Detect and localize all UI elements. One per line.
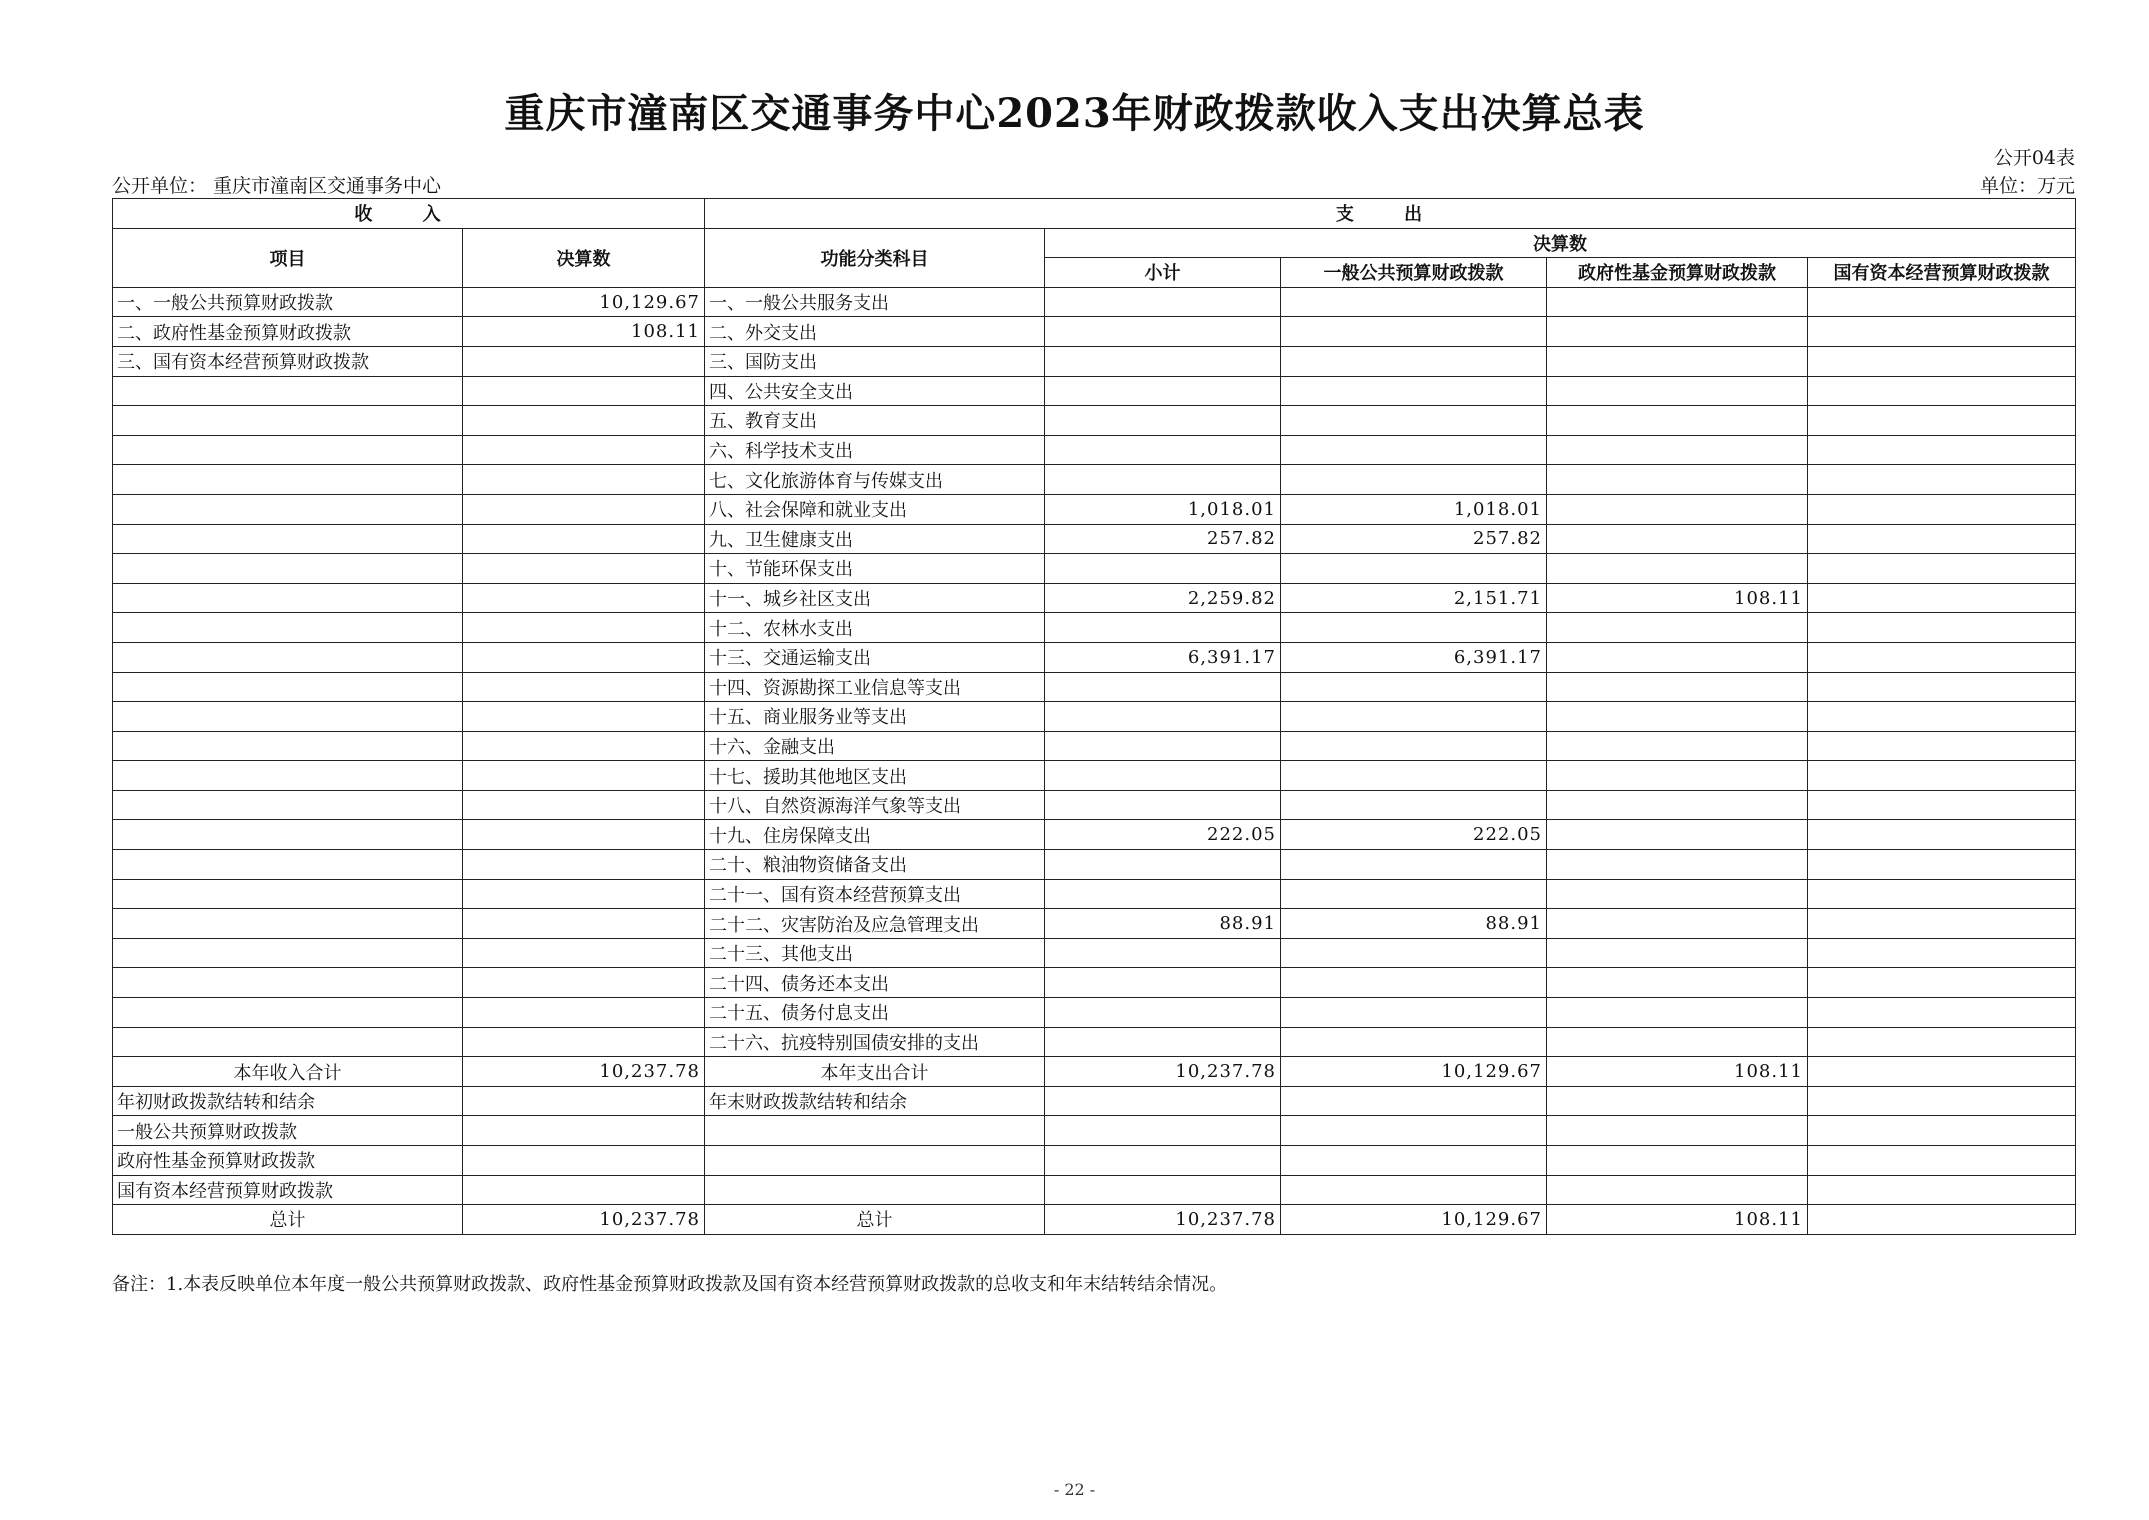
general-budget-cell — [1281, 1086, 1547, 1116]
income-item-cell — [113, 465, 463, 495]
income-amount-cell: 108.11 — [463, 317, 705, 347]
gov-fund-cell — [1547, 1175, 1808, 1205]
subtotal-cell — [1045, 1146, 1281, 1176]
state-capital-cell — [1808, 1027, 2076, 1057]
general-budget-cell: 6,391.17 — [1281, 642, 1547, 672]
state-capital-cell — [1808, 642, 2076, 672]
expense-item-cell: 十七、援助其他地区支出 — [705, 761, 1045, 791]
general-budget-cell — [1281, 465, 1547, 495]
income-item-cell — [113, 790, 463, 820]
footnote: 备注：1.本表反映单位本年度一般公共预算财政拨款、政府性基金预算财政拨款及国有资本经营预算财政拨款的总收支和年末结转结余情况。 — [112, 1274, 1228, 1295]
income-item-cell — [113, 435, 463, 465]
income-amount-cell — [463, 938, 705, 968]
income-amount-cell — [463, 820, 705, 850]
state-capital-cell — [1808, 938, 2076, 968]
gov-fund-cell — [1547, 968, 1808, 998]
income-amount-cell — [463, 702, 705, 732]
general-budget-cell: 10,129.67 — [1281, 1057, 1547, 1087]
table-row — [113, 879, 2076, 909]
expense-item-cell — [705, 1175, 1045, 1205]
expense-item-cell: 十三、交通运输支出 — [705, 642, 1045, 672]
gov-fund-cell — [1547, 790, 1808, 820]
subtotal-cell: 10,237.78 — [1045, 1057, 1281, 1087]
subtotal-cell — [1045, 998, 1281, 1028]
expense-item-cell: 二十四、债务还本支出 — [705, 968, 1045, 998]
income-amount-cell — [463, 524, 705, 554]
carryover-row — [113, 1175, 2076, 1205]
page-number: - 22 - — [1053, 1480, 1096, 1499]
state-capital-cell — [1808, 1175, 2076, 1205]
state-capital-cell — [1808, 968, 2076, 998]
gov-fund-cell — [1547, 317, 1808, 347]
expense-item-cell: 七、文化旅游体育与传媒支出 — [705, 465, 1045, 495]
income-amount-cell — [463, 613, 705, 643]
gov-fund-cell — [1547, 938, 1808, 968]
expense-item-cell: 二十一、国有资本经营预算支出 — [705, 879, 1045, 909]
subtotal-cell: 88.91 — [1045, 909, 1281, 939]
general-budget-cell — [1281, 1146, 1547, 1176]
subtotal-cell — [1045, 465, 1281, 495]
state-capital-cell — [1808, 554, 2076, 584]
expense-item-cell: 二、外交支出 — [705, 317, 1045, 347]
table-row — [113, 524, 2076, 554]
currency-unit: 单位：万元 — [1979, 175, 2075, 197]
income-amount-cell — [463, 1086, 705, 1116]
gov-fund-cell: 108.11 — [1547, 1057, 1808, 1087]
general-budget-cell — [1281, 287, 1547, 317]
subtotal-cell — [1045, 672, 1281, 702]
state-capital-cell — [1808, 465, 2076, 495]
expense-item-cell: 二十三、其他支出 — [705, 938, 1045, 968]
subtotal-cell: 6,391.17 — [1045, 642, 1281, 672]
general-budget-cell — [1281, 790, 1547, 820]
gov-fund-cell — [1547, 850, 1808, 880]
table-row — [113, 465, 2076, 495]
income-item-cell: 三、国有资本经营预算财政拨款 — [113, 346, 463, 376]
table-row — [113, 938, 2076, 968]
income-item-cell — [113, 554, 463, 584]
func-class-header: 功能分类科目 — [705, 228, 1045, 287]
income-amount-cell — [463, 1146, 705, 1176]
table-row — [113, 731, 2076, 761]
expense-item-cell: 二十五、债务付息支出 — [705, 998, 1045, 1028]
general-budget-cell: 88.91 — [1281, 909, 1547, 939]
state-capital-cell — [1808, 317, 2076, 347]
income-amount-cell — [463, 879, 705, 909]
table-row — [113, 790, 2076, 820]
general-budget-cell — [1281, 968, 1547, 998]
gov-fund-cell — [1547, 998, 1808, 1028]
subtotal-cell — [1045, 1175, 1281, 1205]
expense-item-cell: 十九、住房保障支出 — [705, 820, 1045, 850]
gov-fund-cell — [1547, 879, 1808, 909]
subtotal-cell — [1045, 554, 1281, 584]
subtotal-cell — [1045, 879, 1281, 909]
table-row — [113, 968, 2076, 998]
income-item-cell — [113, 820, 463, 850]
state-capital-cell — [1808, 702, 2076, 732]
income-item-cell: 国有资本经营预算财政拨款 — [113, 1175, 463, 1205]
state-capital-cell — [1808, 850, 2076, 880]
carryover-row — [113, 1146, 2076, 1176]
subtotal-cell — [1045, 317, 1281, 347]
state-capital-cell — [1808, 761, 2076, 791]
gov-fund-cell: 108.11 — [1547, 583, 1808, 613]
page-title: 重庆市潼南区交通事务中心2023年财政拨款收入支出决算总表 — [504, 90, 1645, 137]
subtotal-cell: 2,259.82 — [1045, 583, 1281, 613]
table-row — [113, 850, 2076, 880]
subtotal-cell — [1045, 968, 1281, 998]
general-budget-cell — [1281, 346, 1547, 376]
income-item-cell — [113, 968, 463, 998]
expense-item-cell: 十一、城乡社区支出 — [705, 583, 1045, 613]
general-budget-cell — [1281, 406, 1547, 436]
income-item-cell — [113, 879, 463, 909]
income-item-cell — [113, 583, 463, 613]
income-item-cell — [113, 998, 463, 1028]
gov-fund-cell — [1547, 376, 1808, 406]
income-item-cell: 总计 — [113, 1205, 463, 1235]
general-budget-cell — [1281, 938, 1547, 968]
expense-item-cell: 本年支出合计 — [705, 1057, 1045, 1087]
subtotal-cell — [1045, 1116, 1281, 1146]
expense-item-cell — [705, 1146, 1045, 1176]
gov-fund-cell — [1547, 642, 1808, 672]
gov-fund-cell — [1547, 494, 1808, 524]
general-budget-cell: 2,151.71 — [1281, 583, 1547, 613]
expense-item-cell: 六、科学技术支出 — [705, 435, 1045, 465]
gov-fund-cell — [1547, 435, 1808, 465]
general-budget-cell — [1281, 731, 1547, 761]
subtotal-cell — [1045, 376, 1281, 406]
income-item-cell — [113, 524, 463, 554]
general-budget-cell: 257.82 — [1281, 524, 1547, 554]
subtotal-cell: 257.82 — [1045, 524, 1281, 554]
income-header: 收 入 — [113, 199, 705, 229]
table-row — [113, 406, 2076, 436]
income-item-cell — [113, 1027, 463, 1057]
expense-item-cell: 十六、金融支出 — [705, 731, 1045, 761]
gov-fund-cell — [1547, 287, 1808, 317]
income-amount-cell — [463, 435, 705, 465]
income-item-cell — [113, 850, 463, 880]
item-header: 项目 — [113, 228, 463, 287]
state-capital-cell — [1808, 376, 2076, 406]
expense-item-cell: 五、教育支出 — [705, 406, 1045, 436]
income-item-cell — [113, 672, 463, 702]
income-item-cell — [113, 494, 463, 524]
table-row — [113, 287, 2076, 317]
general-budget-cell: 222.05 — [1281, 820, 1547, 850]
expense-item-cell: 二十、粮油物资储备支出 — [705, 850, 1045, 880]
state-capital-cell — [1808, 998, 2076, 1028]
subtotal-cell — [1045, 287, 1281, 317]
subtotal-cell — [1045, 731, 1281, 761]
expense-item-cell: 年末财政拨款结转和结余 — [705, 1086, 1045, 1116]
reporting-unit: 公开单位： 重庆市潼南区交通事务中心 — [112, 175, 442, 197]
income-amount-cell — [463, 790, 705, 820]
table-row — [113, 435, 2076, 465]
subtotal-cell: 222.05 — [1045, 820, 1281, 850]
table-row — [113, 672, 2076, 702]
gov-fund-cell — [1547, 761, 1808, 791]
state-capital-cell — [1808, 820, 2076, 850]
gov-fund-cell — [1547, 1116, 1808, 1146]
income-item-cell — [113, 938, 463, 968]
subtotal-cell: 10,237.78 — [1045, 1205, 1281, 1235]
income-item-cell — [113, 613, 463, 643]
gov-fund-header: 政府性基金预算财政拨款 — [1547, 258, 1808, 288]
income-amount-cell: 10,237.78 — [463, 1057, 705, 1087]
expense-item-cell: 三、国防支出 — [705, 346, 1045, 376]
income-amount-cell — [463, 346, 705, 376]
subtotal-cell — [1045, 406, 1281, 436]
gov-fund-cell — [1547, 1027, 1808, 1057]
income-amount-cell — [463, 731, 705, 761]
table-row — [113, 1027, 2076, 1057]
gov-fund-cell: 108.11 — [1547, 1205, 1808, 1235]
income-amount-cell — [463, 761, 705, 791]
general-budget-cell — [1281, 613, 1547, 643]
state-capital-cell — [1808, 909, 2076, 939]
table-row — [113, 613, 2076, 643]
general-budget-cell — [1281, 879, 1547, 909]
carryover-row — [113, 1116, 2076, 1146]
gov-fund-cell — [1547, 672, 1808, 702]
income-amount-cell — [463, 909, 705, 939]
table-row — [113, 317, 2076, 347]
gov-fund-cell — [1547, 346, 1808, 376]
state-capital-cell — [1808, 613, 2076, 643]
general-budget-cell — [1281, 1116, 1547, 1146]
income-item-cell — [113, 406, 463, 436]
income-item-cell — [113, 909, 463, 939]
subtotal-cell — [1045, 850, 1281, 880]
general-budget-cell — [1281, 672, 1547, 702]
income-amount-cell — [463, 494, 705, 524]
grand-total-row — [113, 1205, 2076, 1235]
gov-fund-cell — [1547, 702, 1808, 732]
income-amount-cell: 10,129.67 — [463, 287, 705, 317]
subtotal-cell — [1045, 938, 1281, 968]
gov-fund-cell — [1547, 524, 1808, 554]
general-budget-cell — [1281, 1175, 1547, 1205]
general-budget-cell: 1,018.01 — [1281, 494, 1547, 524]
gov-fund-cell — [1547, 820, 1808, 850]
subtotal-cell — [1045, 702, 1281, 732]
state-capital-cell — [1808, 406, 2076, 436]
income-amount-cell — [463, 554, 705, 584]
expense-item-cell: 八、社会保障和就业支出 — [705, 494, 1045, 524]
income-item-cell — [113, 702, 463, 732]
general-budget-cell — [1281, 554, 1547, 584]
expense-item-cell: 十二、农林水支出 — [705, 613, 1045, 643]
income-item-cell — [113, 376, 463, 406]
state-capital-cell — [1808, 1086, 2076, 1116]
final-header: 决算数 — [1045, 228, 2076, 258]
state-capital-header: 国有资本经营预算财政拨款 — [1808, 258, 2076, 288]
subtotal-cell — [1045, 613, 1281, 643]
state-capital-cell — [1808, 790, 2076, 820]
income-item-cell: 二、政府性基金预算财政拨款 — [113, 317, 463, 347]
table-row — [113, 346, 2076, 376]
subtotal-cell — [1045, 790, 1281, 820]
gov-fund-cell — [1547, 613, 1808, 643]
expense-item-cell: 十八、自然资源海洋气象等支出 — [705, 790, 1045, 820]
state-capital-cell — [1808, 672, 2076, 702]
table-row — [113, 820, 2076, 850]
expense-item-cell: 四、公共安全支出 — [705, 376, 1045, 406]
income-item-cell: 一般公共预算财政拨款 — [113, 1116, 463, 1146]
general-budget-cell — [1281, 435, 1547, 465]
general-budget-cell — [1281, 1027, 1547, 1057]
table-row — [113, 909, 2076, 939]
income-amount-cell — [463, 672, 705, 702]
table-row — [113, 998, 2076, 1028]
income-amount-cell — [463, 850, 705, 880]
state-capital-cell — [1808, 1057, 2076, 1087]
general-header: 一般公共预算财政拨款 — [1281, 258, 1547, 288]
income-amount-cell — [463, 406, 705, 436]
general-budget-cell — [1281, 761, 1547, 791]
state-capital-cell — [1808, 524, 2076, 554]
income-item-cell — [113, 731, 463, 761]
gov-fund-cell — [1547, 465, 1808, 495]
table-row — [113, 702, 2076, 732]
subtotal-header: 小计 — [1045, 258, 1281, 288]
subtotal-cell — [1045, 435, 1281, 465]
state-capital-cell — [1808, 346, 2076, 376]
income-amount-cell — [463, 1116, 705, 1146]
gov-fund-cell — [1547, 731, 1808, 761]
general-budget-cell: 10,129.67 — [1281, 1205, 1547, 1235]
subtotal-cell — [1045, 1027, 1281, 1057]
state-capital-cell — [1808, 879, 2076, 909]
state-capital-cell — [1808, 1116, 2076, 1146]
expense-item-cell: 二十二、灾害防治及应急管理支出 — [705, 909, 1045, 939]
state-capital-cell — [1808, 731, 2076, 761]
state-capital-cell — [1808, 1146, 2076, 1176]
table-row — [113, 642, 2076, 672]
income-amount-cell — [463, 465, 705, 495]
subtotal-cell — [1045, 761, 1281, 791]
gov-fund-cell — [1547, 1086, 1808, 1116]
income-amount-cell — [463, 998, 705, 1028]
expense-header: 支 出 — [705, 199, 2076, 229]
gov-fund-cell — [1547, 1146, 1808, 1176]
table-row — [113, 554, 2076, 584]
income-amount-cell: 10,237.78 — [463, 1205, 705, 1235]
state-capital-cell — [1808, 435, 2076, 465]
income-amount-cell — [463, 1027, 705, 1057]
income-amount-cell — [463, 583, 705, 613]
state-capital-cell — [1808, 287, 2076, 317]
carryover-row — [113, 1086, 2076, 1116]
gov-fund-cell — [1547, 406, 1808, 436]
income-item-cell: 一、一般公共预算财政拨款 — [113, 287, 463, 317]
table-row — [113, 761, 2076, 791]
gov-fund-cell — [1547, 554, 1808, 584]
general-budget-cell — [1281, 376, 1547, 406]
general-budget-cell — [1281, 998, 1547, 1028]
expense-item-cell: 十、节能环保支出 — [705, 554, 1045, 584]
income-amount-cell — [463, 1175, 705, 1205]
budget-summary-table — [112, 198, 2076, 1235]
income-amount-cell — [463, 968, 705, 998]
income-item-cell: 政府性基金预算财政拨款 — [113, 1146, 463, 1176]
gov-fund-cell — [1547, 909, 1808, 939]
amount-header: 决算数 — [463, 228, 705, 287]
income-item-cell: 本年收入合计 — [113, 1057, 463, 1087]
table-row — [113, 376, 2076, 406]
state-capital-cell — [1808, 1205, 2076, 1235]
expense-item-cell: 一、一般公共服务支出 — [705, 287, 1045, 317]
general-budget-cell — [1281, 850, 1547, 880]
subtotal-cell — [1045, 1086, 1281, 1116]
expense-item-cell: 九、卫生健康支出 — [705, 524, 1045, 554]
general-budget-cell — [1281, 317, 1547, 347]
expense-item-cell — [705, 1116, 1045, 1146]
income-item-cell — [113, 642, 463, 672]
form-number: 公开04表 — [1993, 147, 2075, 169]
expense-item-cell: 总计 — [705, 1205, 1045, 1235]
general-budget-cell — [1281, 702, 1547, 732]
table-row — [113, 494, 2076, 524]
income-amount-cell — [463, 642, 705, 672]
subtotal-cell: 1,018.01 — [1045, 494, 1281, 524]
state-capital-cell — [1808, 494, 2076, 524]
income-item-cell — [113, 761, 463, 791]
state-capital-cell — [1808, 583, 2076, 613]
expense-item-cell: 十五、商业服务业等支出 — [705, 702, 1045, 732]
income-item-cell: 年初财政拨款结转和结余 — [113, 1086, 463, 1116]
year-total-row — [113, 1057, 2076, 1087]
income-amount-cell — [463, 376, 705, 406]
expense-item-cell: 二十六、抗疫特别国债安排的支出 — [705, 1027, 1045, 1057]
subtotal-cell — [1045, 346, 1281, 376]
table-row — [113, 583, 2076, 613]
expense-item-cell: 十四、资源勘探工业信息等支出 — [705, 672, 1045, 702]
